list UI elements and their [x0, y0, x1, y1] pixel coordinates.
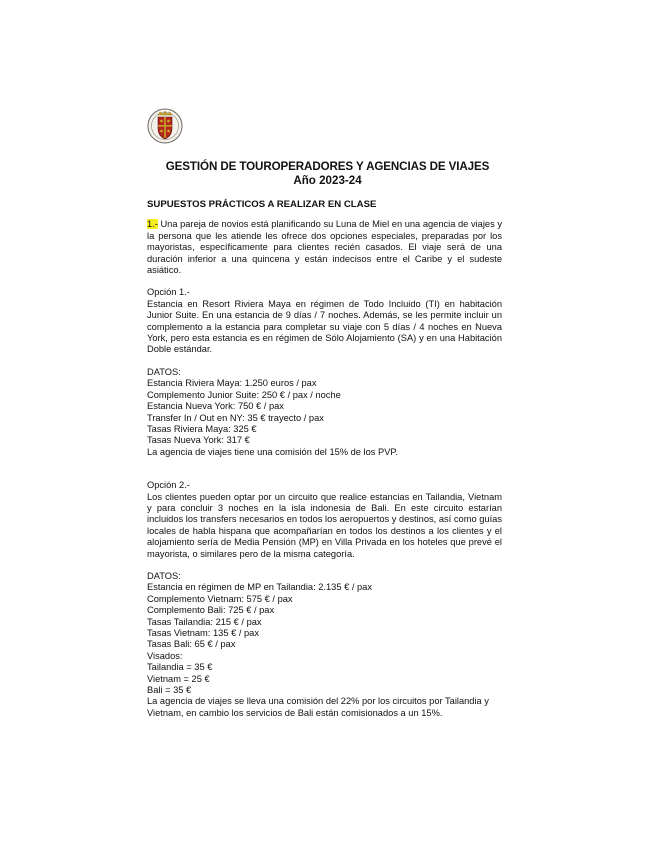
- data-line: Estancia Nueva York: 750 € / pax: [147, 401, 284, 412]
- data-line: Estancia en régimen de MP en Tailandia: 2.135 € / pax: [147, 582, 372, 593]
- data-line: Visados:: [147, 650, 183, 661]
- option1-heading: Opción 1.-: [147, 287, 190, 298]
- document-title: GESTIÓN DE TOUROPERADORES Y AGENCIAS DE VIAJES: [165, 160, 490, 173]
- data-line: Transfer In / Out en NY: 35 € trayecto / pax: [147, 412, 324, 423]
- document-header: [0, 160, 655, 188]
- data-line: Tasas Tailandia: 215 € / pax: [147, 616, 262, 627]
- option2-description: Los clientes pueden optar por un circuito que realice estancias en Tailandia, Vietnam y para concluir 3 noches en la isla indonesia de Bali. En este circuito estarían incluidos los transfers necesarios en todos los aeropuertos y destinos, así como guías locales de habla hispana que acompañarían en todos los destinos a los clientes y el alojamiento sería de Media Pensión (MP) en Villa Privada en los hoteles que prevé el mayorista, o similares pero de la misma categoría.: [147, 491, 502, 559]
- data-line: Tasas Riviera Maya: 325 €: [147, 423, 257, 434]
- data-line: Complemento Bali: 725 € / pax: [147, 605, 275, 616]
- option1-description: Estancia en Resort Riviera Maya en régimen de Todo Incluido (TI) en habitación Junior Suite. En una estancia de 9 días / 7 noches. Además, se les permite incluir un complemento a la estancia para completar su viaje con 5 días / 4 noches en Nueva York, pero esta estancia es en régimen de Sólo Alojamiento (SA) y en una Habitación Doble estándar.: [147, 298, 502, 355]
- data-line: Estancia Riviera Maya: 1.250 euros / pax: [147, 378, 317, 389]
- option2-data-list: [147, 582, 502, 696]
- academic-year: Año 2023-24: [293, 174, 362, 187]
- data-line: La agencia de viajes tiene una comisión del 15% de los PVP.: [147, 446, 399, 457]
- exercise-number: 1.-: [147, 219, 158, 230]
- option2-heading: Opción 2.-: [147, 480, 190, 491]
- data-line: Tasas Bali: 65 € / pax: [147, 639, 236, 650]
- university-seal-icon: [147, 106, 183, 146]
- data-line: Complemento Vietnam: 575 € / pax: [147, 593, 293, 604]
- data-line: Bali = 35 €: [147, 685, 192, 696]
- intro-paragraph: [147, 219, 502, 276]
- data-line: Complemento Junior Suite: 250 € / pax / noche: [147, 389, 341, 400]
- option2-closing: La agencia de viajes se lleva una comisión del 22% por los circuitos por Tailandia y Vietnam, en cambio los servicios de Bali están comisionados a un 15%.: [147, 696, 489, 718]
- data-line: Vietnam = 25 €: [147, 673, 210, 684]
- section-heading: SUPUESTOS PRÁCTICOS A REALIZAR EN CLASE: [147, 199, 377, 210]
- data-line: Tasas Vietnam: 135 € / pax: [147, 628, 259, 638]
- option1-data-label: DATOS:: [147, 366, 181, 377]
- intro-text: Una pareja de novios está planificando su Luna de Miel en una agencia de viajes y la persona que les atiende les ofrece dos opciones especiales, preparadas por los mayoristas, específicamente para clientes recién casados. El viaje será de una duración inferior a una quincena y están indecisos entre el Caribe y el sudeste asiático.: [147, 219, 502, 276]
- option2-data-label: DATOS:: [147, 570, 181, 581]
- data-line: Tasas Nueva York: 317 €: [147, 435, 250, 446]
- option1-data-list: [147, 378, 502, 458]
- document-body: [147, 199, 502, 719]
- data-line: Tailandia = 35 €: [147, 662, 213, 673]
